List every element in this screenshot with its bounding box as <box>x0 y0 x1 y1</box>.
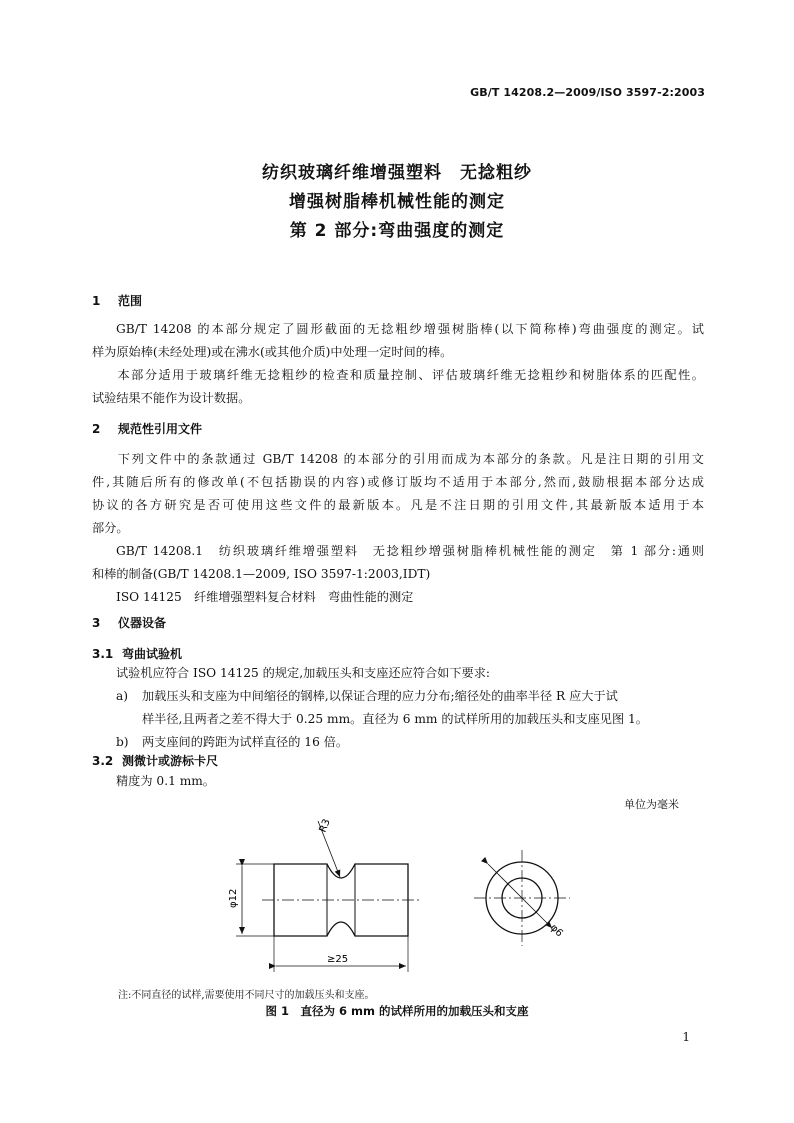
section-number: 3.1 <box>92 647 114 661</box>
text-line: 部分。 <box>92 521 129 535</box>
list-label: a) <box>116 689 129 703</box>
height-label: φ12 <box>228 888 239 908</box>
text-line: 试验结果不能作为设计数据。 <box>92 391 251 405</box>
text-line: 件,其随后所有的修改单(不包括勘误的内容)或修订版均不适用于本部分,然而,鼓励根据本部分达成 <box>92 475 704 489</box>
text-line: 本部分适用于玻璃纤维无捻粗纱的检查和质量控制、评估玻璃纤维无捻粗纱和树脂体系的匹配性。 <box>116 368 704 382</box>
text-line: 精度为 0.1 mm。 <box>116 774 215 788</box>
section-title: 弯曲试验机 <box>122 647 183 661</box>
figure-note: 注:不同直径的试样,需要使用不同尺寸的加载压头和支座。 <box>118 990 375 1001</box>
hole-label: φ6 <box>547 922 565 940</box>
reference-item: ISO 14125 纤维增强塑料复合材料 弯曲性能的测定 <box>116 590 414 604</box>
title-line-3: 第 2 部分:弯曲强度的测定 <box>289 221 505 241</box>
section-title: 测微计或游标卡尺 <box>122 754 219 768</box>
section-title: 规范性引用文件 <box>118 422 203 436</box>
section-title: 范围 <box>118 294 143 308</box>
text-line: GB/T 14208 的本部分规定了圆形截面的无捻粗纱增强树脂棒(以下简称棒)弯曲强度的测定。试 <box>116 322 704 336</box>
section-number: 2 <box>92 422 101 436</box>
unit-note: 单位为毫米 <box>624 798 679 811</box>
list-item-a: a) 加载压头和支座为中间缩径的钢棒,以保证合理的应力分布;缩径处的曲率半径 R 应大于试 <box>92 685 704 708</box>
section-number: 3.2 <box>92 754 114 768</box>
section-number: 1 <box>92 294 101 308</box>
list-label: b) <box>116 735 129 749</box>
section-title: 仪器设备 <box>118 616 167 630</box>
list-item-a-cont: 样半径,且两者之差不得大于 0.25 mm。直径为 6 mm 的试样所用的加载压头和支座见图 1。 <box>142 712 648 726</box>
text-line: 试验机应符合 ISO 14125 的规定,加载压头和支座还应符合如下要求: <box>116 666 491 680</box>
length-label: ≥25 <box>327 954 349 965</box>
reference-item-cont: 和棒的制备(GB/T 14208.1—2009, ISO 3597-1:2003,IDT) <box>92 567 431 581</box>
figure-caption: 图 1 直径为 6 mm 的试样所用的加载压头和支座 <box>265 1004 529 1018</box>
radius-label: R3 <box>317 817 333 835</box>
page-number: 1 <box>682 1030 690 1044</box>
list-item-b: b) 两支座间的跨距为试样直径的 16 倍。 <box>92 731 704 754</box>
text-line: 协议的各方研究是否可使用这些文件的最新版本。凡是不注日期的引用文件,其最新版本适用于本 <box>92 498 704 512</box>
standard-number: GB/T 14208.2—2009/ISO 3597-2:2003 <box>470 86 705 99</box>
section-number: 3 <box>92 616 101 630</box>
text-line: 下列文件中的条款通过 GB/T 14208 的本部分的引用而成为本部分的条款。凡是注日期的引用文 <box>116 452 704 466</box>
title-line-2: 增强树脂棒机械性能的测定 <box>289 192 505 212</box>
title-line-1: 纺织玻璃纤维增强塑料 无捻粗纱 <box>262 163 532 183</box>
text-line: 样为原始棒(未经处理)或在沸水(或其他介质)中处理一定时间的棒。 <box>92 345 453 359</box>
reference-item: GB/T 14208.1 纺织玻璃纤维增强塑料 无捻粗纱增强树脂棒机械性能的测定 第 1 部分:通则 <box>116 544 704 558</box>
